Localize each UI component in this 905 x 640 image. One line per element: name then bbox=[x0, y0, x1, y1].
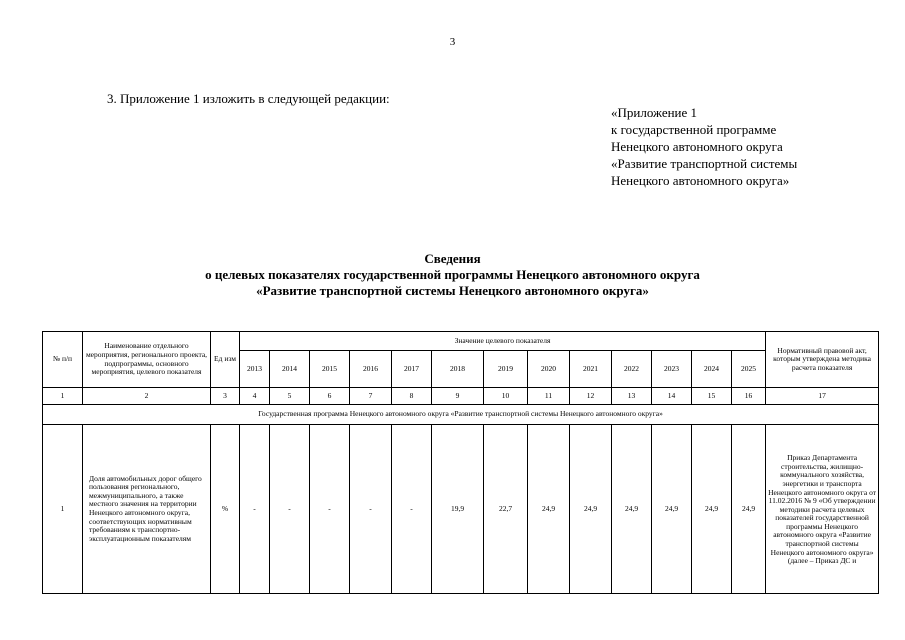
header-year: 2022 bbox=[612, 351, 652, 388]
document-heading bbox=[0, 251, 905, 299]
heading-subtitle: о целевых показателях государственной программы Ненецкого автономного округа bbox=[205, 267, 700, 282]
header-year: 2015 bbox=[310, 351, 350, 388]
page-number: 3 bbox=[449, 36, 456, 48]
row-value: 19,9 bbox=[432, 425, 484, 594]
header-unit: Ед изм bbox=[211, 332, 240, 388]
column-number: 6 bbox=[310, 388, 350, 405]
indicators-table bbox=[42, 331, 879, 594]
appendix-line: к государственной программе bbox=[611, 122, 777, 137]
header-year: 2019 bbox=[484, 351, 528, 388]
appendix-line: «Развитие транспортной системы bbox=[611, 156, 798, 171]
header-year: 2013 bbox=[240, 351, 270, 388]
header-year: 2025 bbox=[732, 351, 766, 388]
appendix-line: Ненецкого автономного округа» bbox=[611, 173, 790, 188]
row-name: Доля автомобильных дорог общего пользования регионального, межмуниципального, а также местного значения на территории Ненецкого автономного округа, соответствующих нормативным требованиям к транспортно-эксплуатационным показателям bbox=[83, 425, 211, 594]
program-row: Государственная программа Ненецкого автономного округа «Развитие транспортной системы Ненецкого автономного округа» bbox=[43, 405, 879, 425]
column-number: 17 bbox=[766, 388, 879, 405]
column-number: 2 bbox=[83, 388, 211, 405]
row-value: - bbox=[350, 425, 392, 594]
heading-title: Сведения bbox=[424, 251, 481, 266]
header-year: 2021 bbox=[570, 351, 612, 388]
column-number: 16 bbox=[732, 388, 766, 405]
row-value: 24,9 bbox=[570, 425, 612, 594]
column-number: 8 bbox=[392, 388, 432, 405]
row-value: - bbox=[392, 425, 432, 594]
row-value: 24,9 bbox=[652, 425, 692, 594]
header-year: 2014 bbox=[270, 351, 310, 388]
row-unit: % bbox=[211, 425, 240, 594]
column-number: 4 bbox=[240, 388, 270, 405]
row-value: 24,9 bbox=[732, 425, 766, 594]
row-value: - bbox=[240, 425, 270, 594]
header-year: 2020 bbox=[528, 351, 570, 388]
row-value: - bbox=[270, 425, 310, 594]
row-legal-act: Приказ Департамента строительства, жилищно-коммунального хозяйства, энергетики и транспорта Ненецкого автономного округа от 11.02.2016 № 9 «Об утверждении методики расчета целевых показателей государственной программы Ненецкого автономного округа «Развитие транспортной системы Ненецкого автономного округа» (далее – Приказ ДС и bbox=[766, 425, 879, 594]
header-year: 2024 bbox=[692, 351, 732, 388]
row-value: - bbox=[310, 425, 350, 594]
header-legal-act: Нормативный правовой акт, которым утверждена методика расчета показателя bbox=[766, 332, 879, 388]
appendix-line: Ненецкого автономного округа bbox=[611, 139, 783, 154]
row-value: 24,9 bbox=[612, 425, 652, 594]
appendix-reference bbox=[611, 104, 797, 189]
column-number: 5 bbox=[270, 388, 310, 405]
header-values: Значение целевого показателя bbox=[240, 332, 766, 351]
column-number: 14 bbox=[652, 388, 692, 405]
column-number: 13 bbox=[612, 388, 652, 405]
column-number: 11 bbox=[528, 388, 570, 405]
row-value: 22,7 bbox=[484, 425, 528, 594]
column-number: 12 bbox=[570, 388, 612, 405]
column-number: 10 bbox=[484, 388, 528, 405]
row-num: 1 bbox=[43, 425, 83, 594]
column-number: 1 bbox=[43, 388, 83, 405]
header-year: 2023 bbox=[652, 351, 692, 388]
heading-subtitle: «Развитие транспортной системы Ненецкого автономного округа» bbox=[256, 283, 649, 298]
row-value: 24,9 bbox=[692, 425, 732, 594]
header-year: 2018 bbox=[432, 351, 484, 388]
column-number: 9 bbox=[432, 388, 484, 405]
header-name: Наименование отдельного мероприятия, регионального проекта, подпрограммы, основного мероприятия, целевого показателя bbox=[83, 332, 211, 388]
header-num: № п/п bbox=[43, 332, 83, 388]
column-number: 3 bbox=[211, 388, 240, 405]
intro-text: 3. Приложение 1 изложить в следующей редакции: bbox=[107, 91, 390, 106]
column-number: 15 bbox=[692, 388, 732, 405]
header-year: 2017 bbox=[392, 351, 432, 388]
appendix-line: «Приложение 1 bbox=[611, 105, 698, 120]
column-number: 7 bbox=[350, 388, 392, 405]
table-row bbox=[43, 425, 879, 594]
header-year: 2016 bbox=[350, 351, 392, 388]
row-value: 24,9 bbox=[528, 425, 570, 594]
